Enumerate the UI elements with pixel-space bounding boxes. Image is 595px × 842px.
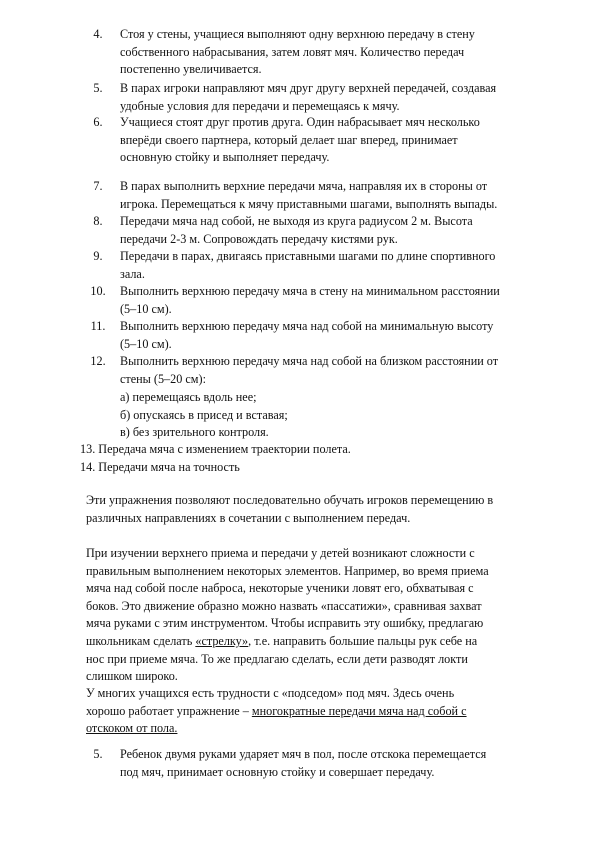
list-text [120,746,550,781]
text-line: В парах игроки направляют мяч друг другу верхней передачей, создавая [120,81,497,95]
list-number: 6. [93,115,103,129]
text-line: правильным выполнением некоторых элементов. Например, во время приема [86,563,489,578]
paragraph [86,545,556,686]
list-number: 5. [93,747,103,761]
text-line: Выполнить верхнюю передачу мяча в стену на минимальном расстоянии [120,284,500,298]
text-line: постепенно увеличивается. [120,62,262,77]
list-number: 11. [90,319,106,333]
text-line: основную стойку и выполняет передачу. [120,150,330,165]
list-number: 4. [93,27,103,41]
text-fragment: хорошо работает упражнение – [86,703,252,718]
text-line: (5–10 см). [120,336,172,351]
text-line: стены (5–20 см): [120,371,206,386]
underlined-term: «стрелку» [195,633,249,648]
list-text [120,213,550,248]
text-fragment: школьникам сделать [86,633,196,648]
text-line: боков. Это движение образно можно назвать «пассатижи», сравнивая захват [86,598,482,613]
text-line: мяча руками с этим инструментом. Чтобы исправить эту ошибку, предлагаю [86,616,484,631]
text-line: под мяч, принимает основную стойку и совершает передачу. [120,764,435,779]
list-number: 9. [93,249,103,263]
text-fragment: , т.е. направить большие пальцы рук себе на [248,633,478,648]
text-line: вперёди своего партнера, который делает шаг вперед, принимает [120,132,458,147]
text-line: В парах выполнить верхние передачи мяча, направляя их в стороны от [120,179,488,193]
list-text [120,178,550,213]
sub-item: б) опускаясь в присед и вставая; [120,408,288,422]
text-line: слишком широко. [86,669,178,684]
text-line: Передачи в парах, двигаясь приставными шагами по длине спортивного [120,249,496,263]
text-line: нос при приеме мяча. То же предлагаю сделать, если дети разводят локти [86,651,468,666]
list-item-plain: 14. Передачи мяча на точность [80,460,240,474]
text-line: Стоя у стены, учащиеся выполняют одну верхнюю передачу в стену [120,27,475,41]
sub-item: а) перемещаясь вдоль нее; [120,390,257,404]
list-item-plain: 13. Передача мяча с изменением траектории полета. [80,442,351,456]
list-text [120,248,550,283]
list-number: 8. [93,214,103,228]
list-number: 7. [93,179,103,193]
paragraph [86,492,556,527]
text-line: зала. [120,266,145,281]
text-line: передачи 2-3 м. Сопровождать передачу кистями рук. [120,231,398,246]
list-text [120,80,550,115]
text-line: При изучении верхнего приема и передачи у детей возникают сложности с [86,546,475,560]
sub-item: в) без зрительного контроля. [120,425,269,439]
underlined-term: отскоком от пола. [86,721,178,736]
text-line [86,703,556,721]
text-line: Выполнить верхнюю передачу мяча над собой на минимальную высоту [120,319,494,333]
text-line: (5–10 см). [120,301,172,316]
list-number: 5. [93,81,103,95]
text-line [86,633,556,651]
text-line: Эти упражнения позволяют последовательно обучать игроков перемещению в [86,493,494,507]
text-line: У многих учащихся есть трудности с «подседом» под мяч. Здесь очень [86,686,455,700]
list-text [120,114,550,167]
paragraph [86,685,556,738]
text-line: Передачи мяча над собой, не выходя из круга радиусом 2 м. Высота [120,214,473,228]
text-line: Учащиеся стоят друг против друга. Один набрасывает мяч несколько [120,115,480,129]
text-line: собственного набрасывания, затем ловят мяч. Количество передач [120,44,465,59]
list-text [120,283,550,318]
text-line: Ребенок двумя руками ударяет мяч в пол, после отскока перемещается [120,747,487,761]
list-number: 12. [90,354,106,368]
text-line: игрока. Перемещаться к мячу приставными шагами, выполнять выпады. [120,196,498,211]
underlined-term: многократные передачи мяча над собой с [251,703,467,718]
list-text [120,26,550,79]
text-line: различных направлениях в сочетании с выполнением передач. [86,510,411,525]
text-line: Выполнить верхнюю передачу мяча над собой на близком расстоянии от [120,354,499,368]
text-line [86,720,556,738]
text-line: мяча над собой после наброса, некоторые ученики ловят его, обхватывая с [86,581,474,596]
list-text [120,318,550,353]
text-line: удобные условия для передачи и перемещаясь к мячу. [120,98,400,113]
list-text [120,353,550,388]
list-number: 10. [90,284,106,298]
